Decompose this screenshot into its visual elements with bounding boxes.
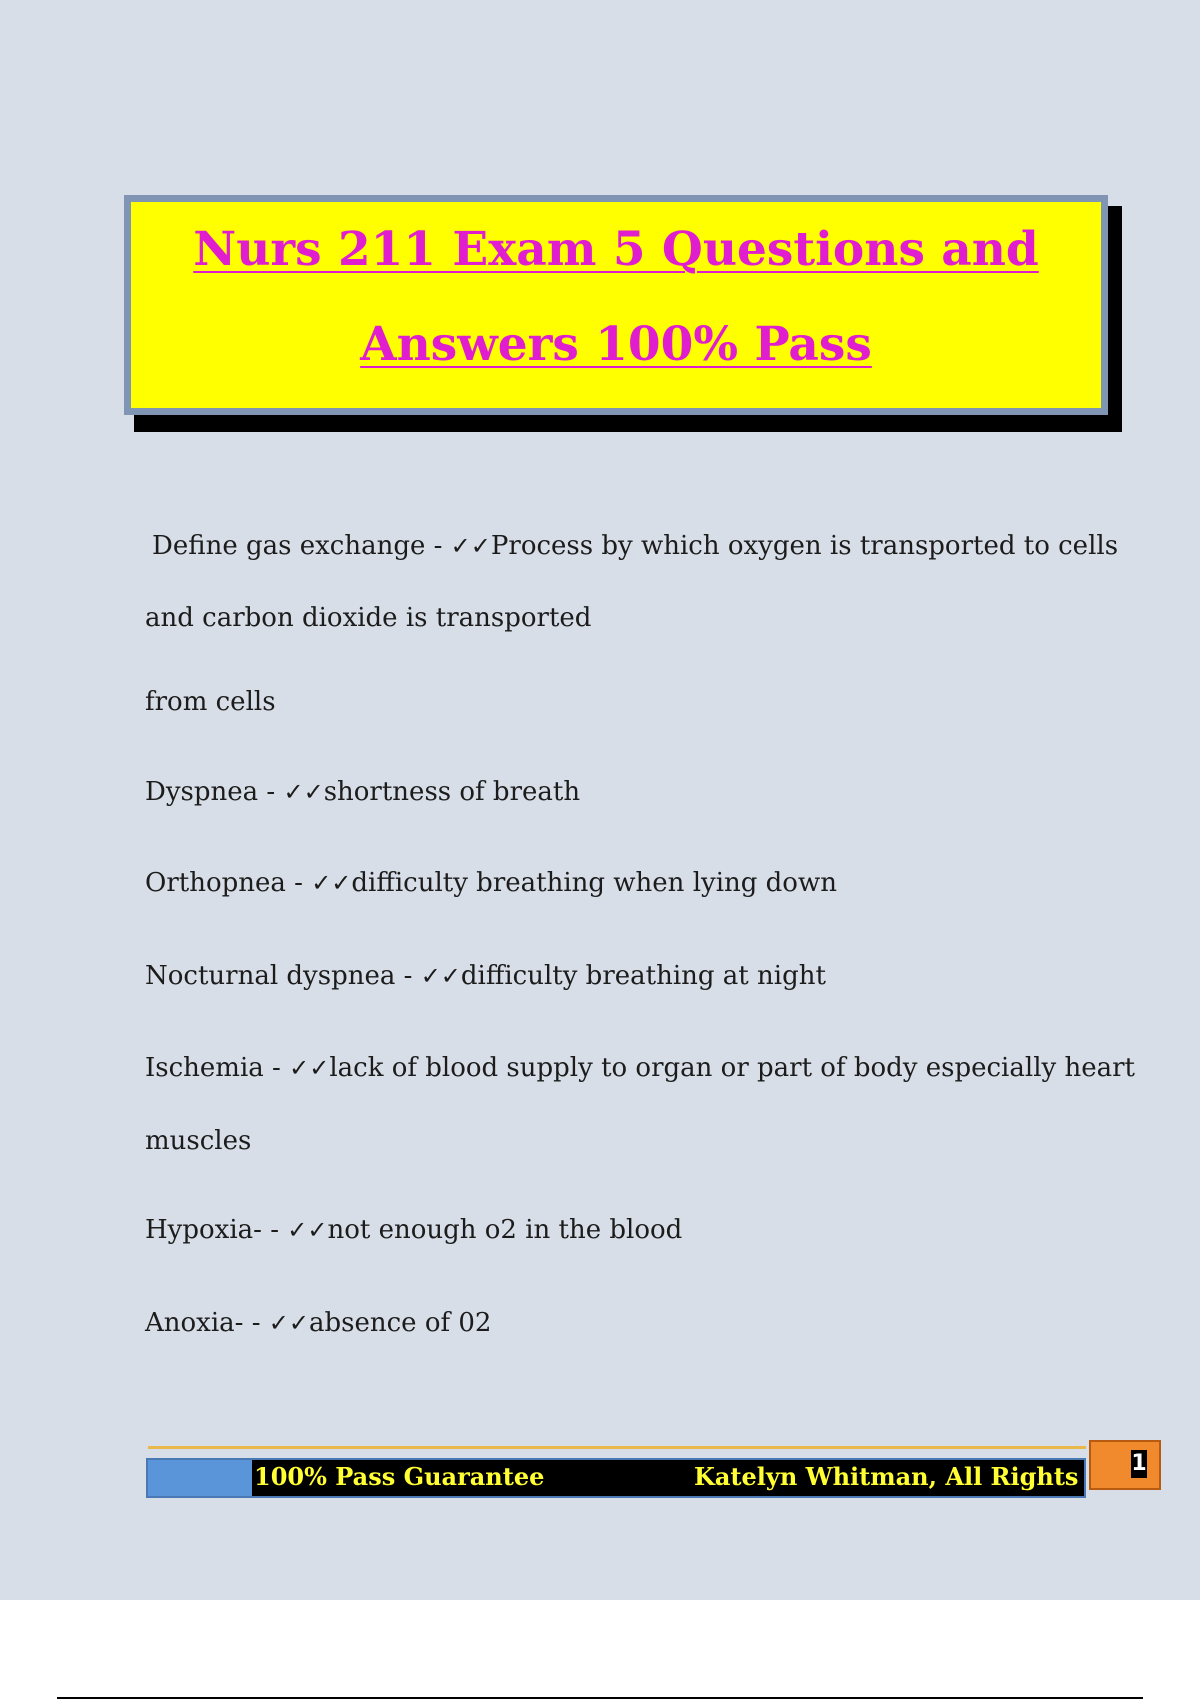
title-line-1 — [131, 202, 1101, 297]
entry-answer-continued: from cells — [145, 687, 276, 717]
entry-term: Hypoxia- - — [145, 1215, 288, 1245]
entry-term: Dyspnea - — [145, 777, 284, 807]
page-number: 1 — [1131, 1451, 1147, 1476]
entry-gas-exchange — [152, 531, 1119, 561]
entry-dyspnea — [145, 777, 1105, 807]
entry-term: Nocturnal dyspnea - — [145, 961, 421, 991]
title-text-2: Answers 100% Pass — [360, 317, 872, 372]
entry-term: Anoxia- - — [145, 1308, 269, 1338]
entry-gas-exchange-cont-2 — [145, 687, 1105, 717]
entry-answer: shortness of breath — [323, 777, 581, 807]
page-number-box — [1089, 1440, 1161, 1490]
entry-answer-continued: muscles — [145, 1126, 252, 1156]
checkmark-icon: ✓✓ — [268, 1309, 309, 1337]
entry-hypoxia — [145, 1215, 1105, 1245]
entry-term: Define gas exchange - — [152, 531, 451, 561]
entry-orthopnea — [145, 868, 1105, 898]
title-banner — [124, 195, 1108, 415]
checkmark-icon: ✓✓ — [289, 1054, 330, 1082]
footer-accent — [148, 1460, 252, 1496]
bottom-rule — [57, 1697, 1143, 1699]
entry-ischemia-cont — [145, 1126, 1105, 1156]
title-text-1: Nurs 211 Exam 5 Questions and — [193, 222, 1039, 277]
entry-term: Orthopnea - — [145, 868, 312, 898]
entry-answer: Process by which oxygen is transported to cells — [490, 531, 1119, 561]
entry-ischemia — [145, 1053, 1135, 1083]
entry-term: Ischemia - — [145, 1053, 290, 1083]
entry-anoxia — [145, 1308, 1105, 1338]
checkmark-icon: ✓✓ — [311, 869, 352, 897]
entry-answer: difficulty breathing when lying down — [351, 868, 837, 898]
title-line-2 — [131, 297, 1101, 392]
footer-left-text: 100% Pass Guarantee — [254, 1462, 545, 1491]
entry-answer: absence of 02 — [308, 1308, 492, 1338]
entry-nocturnal-dyspnea — [145, 961, 1105, 991]
checkmark-icon: ✓✓ — [287, 1216, 328, 1244]
checkmark-icon: ✓✓ — [420, 962, 461, 990]
footer-bar — [146, 1458, 1086, 1498]
checkmark-icon: ✓✓ — [450, 532, 491, 560]
entry-answer-continued: and carbon dioxide is transported — [145, 603, 592, 633]
entry-gas-exchange-cont-1 — [145, 603, 1105, 633]
entry-answer: not enough o2 in the blood — [327, 1215, 683, 1245]
footer-right-text: Katelyn Whitman, All Rights — [694, 1462, 1079, 1491]
footer-divider — [148, 1446, 1086, 1449]
checkmark-icon: ✓✓ — [283, 778, 324, 806]
entry-answer: difficulty breathing at night — [460, 961, 826, 991]
entry-answer: lack of blood supply to organ or part of body especially heart — [329, 1053, 1135, 1083]
